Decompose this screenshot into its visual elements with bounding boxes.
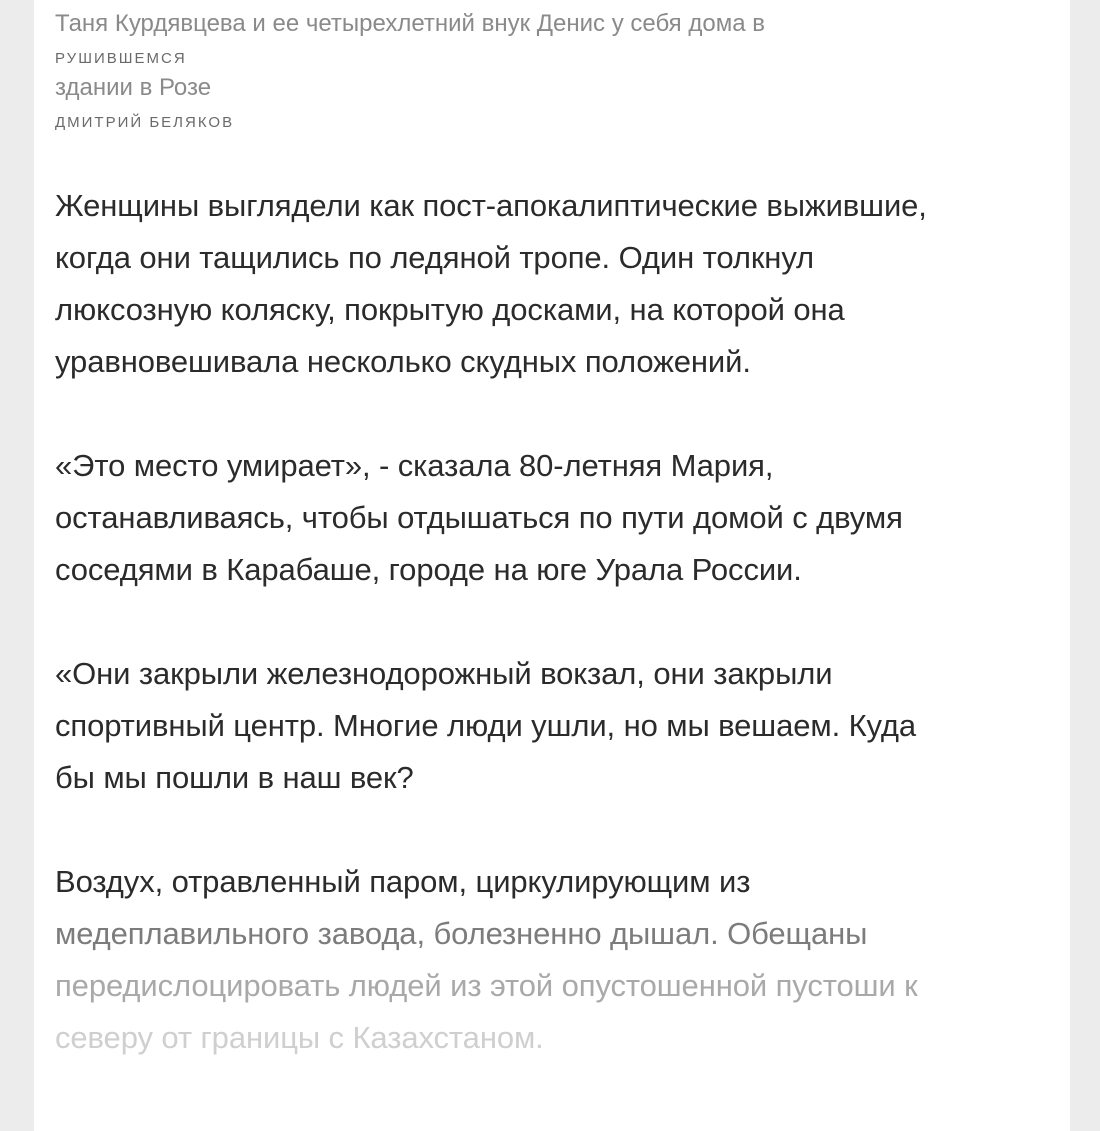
- paragraph-line: передислоцировать людей из этой опустошенной пустоши к: [55, 968, 918, 1003]
- paragraph-2: [55, 440, 1055, 596]
- paragraph-line: останавливаясь, чтобы отдышаться по пути домой с двумя: [55, 500, 903, 535]
- paragraph-1: [55, 180, 1055, 388]
- paragraph-line: Воздух, отравленный паром, циркулирующим из: [55, 864, 751, 899]
- paragraph-line: спортивный центр. Многие люди ушли, но мы вешаем. Куда: [55, 708, 917, 743]
- paragraph-line: северу от границы с Казахстаном.: [55, 1020, 544, 1055]
- paragraph-line: когда они тащились по ледяной тропе. Один толкнул: [55, 240, 815, 275]
- paragraph-line: Женщины выглядели как пост-апокалиптические выжившие,: [55, 188, 927, 223]
- caption-text-line-3: здании в Розе: [55, 74, 212, 101]
- article-body: [55, 180, 1055, 1116]
- paragraph-line: «Они закрыли железнодорожный вокзал, они закрыли: [55, 656, 833, 691]
- paragraph-line: уравновешивала несколько скудных положений.: [55, 344, 751, 379]
- article-page: [34, 0, 1070, 1131]
- paragraph-line: соседями в Карабаше, городе на юге Урала России.: [55, 552, 802, 587]
- paragraph-line: медеплавильного завода, болезненно дышал. Обещаны: [55, 916, 868, 951]
- caption-text-line-2: РУШИВШЕМСЯ: [55, 50, 187, 67]
- caption-text-line-1: Таня Курдявцева и ее четырехлетний внук Денис у себя дома в: [55, 10, 765, 37]
- paragraph-4: [55, 856, 1055, 1064]
- paragraph-line: люксозную коляску, покрытую досками, на которой она: [55, 292, 845, 327]
- paragraph-line: бы мы пошли в наш век?: [55, 760, 414, 795]
- paragraph-line: «Это место умирает», - сказала 80-летняя Мария,: [55, 448, 774, 483]
- paragraph-3: [55, 648, 1055, 804]
- photo-credit: ДМИТРИЙ БЕЛЯКОВ: [55, 114, 235, 131]
